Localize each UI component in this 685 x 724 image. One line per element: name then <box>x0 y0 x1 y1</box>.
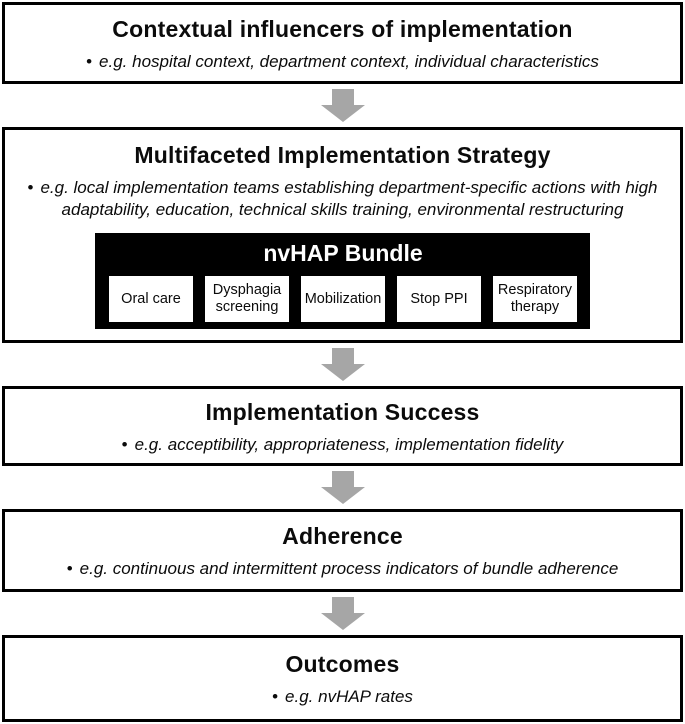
bundle-item-dysphagia-screening: Dysphagia screening <box>205 276 289 322</box>
stage-box-outcomes <box>2 635 683 722</box>
bullet-marker: • <box>27 178 34 197</box>
bullet-line <box>86 51 599 73</box>
connector <box>0 466 685 509</box>
bullet-marker: • <box>66 559 73 578</box>
stage-title: Multifaceted Implementation Strategy <box>134 142 551 168</box>
down-arrow-icon <box>321 89 365 122</box>
stage-box-implementation-strategy <box>2 127 683 343</box>
bullet-text: e.g. local implementation teams establishing department-specific actions with high adaptability, education, technical skills training, environmental restructuring <box>40 178 658 219</box>
nvhap-bundle-panel <box>95 233 590 329</box>
stage-title: Adherence <box>282 523 403 549</box>
bundle-item-mobilization: Mobilization <box>301 276 385 322</box>
bundle-item-oral-care: Oral care <box>109 276 193 322</box>
connector <box>0 84 685 127</box>
stage-title: Outcomes <box>285 651 400 677</box>
bundle-title: nvHAP Bundle <box>263 240 423 266</box>
bullet-text: e.g. acceptibility, appropriateness, implementation fidelity <box>134 434 564 454</box>
bullet-text: e.g. nvHAP rates <box>285 687 413 706</box>
bundle-item-stop-ppi: Stop PPI <box>397 276 481 322</box>
bullet-marker: • <box>272 687 279 706</box>
bullet-marker: • <box>86 51 93 71</box>
bullet-line <box>67 558 619 580</box>
bundle-item-respiratory-therapy: Respiratory therapy <box>493 276 577 322</box>
stage-title: Contextual influencers of implementation <box>112 15 573 42</box>
down-arrow-icon <box>321 348 365 381</box>
stage-title: Implementation Success <box>205 398 480 425</box>
connector <box>0 343 685 386</box>
bullet-marker: • <box>121 434 128 454</box>
bullet-line <box>272 686 413 708</box>
bullet-line <box>15 177 670 221</box>
bundle-items-row <box>109 276 577 322</box>
bullet-text: e.g. hospital context, department context, individual characteristics <box>99 51 599 71</box>
down-arrow-icon <box>321 597 365 630</box>
stage-box-contextual-influencers <box>2 2 683 84</box>
down-arrow-icon <box>321 471 365 504</box>
bullet-line <box>122 434 564 456</box>
connector <box>0 592 685 635</box>
bullet-text: e.g. continuous and intermittent process indicators of bundle adherence <box>79 559 619 578</box>
stage-box-adherence <box>2 509 683 592</box>
stage-box-implementation-success <box>2 386 683 466</box>
